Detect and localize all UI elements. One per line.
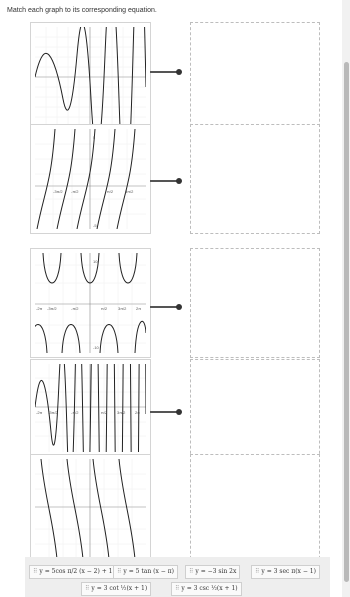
scrollbar-thumb[interactable] — [344, 62, 349, 582]
tick-label: 3π/2 — [118, 306, 127, 311]
equation-bank — [25, 557, 330, 597]
drop-zone[interactable] — [190, 454, 320, 564]
tick-label: 10 — [93, 259, 98, 264]
tick-label: -3π/2 — [48, 410, 58, 415]
equation-chip[interactable] — [81, 582, 151, 596]
tick-label: -10 — [93, 345, 99, 350]
equation-chip[interactable] — [113, 565, 178, 579]
tick-label: 2π — [136, 306, 141, 311]
graph-card — [30, 248, 151, 358]
tick-label: -π/2 — [71, 306, 79, 311]
tick-label: -5 — [93, 223, 97, 228]
drag-grip-icon: ⠿ — [189, 568, 194, 575]
drag-grip-icon: ⠿ — [117, 568, 122, 575]
tick-label: -π/2 — [71, 410, 79, 415]
connector-handle[interactable] — [150, 67, 183, 77]
drag-grip-icon: ⠿ — [33, 568, 38, 575]
graph-3-plot — [35, 253, 146, 353]
drop-zone[interactable] — [190, 124, 320, 234]
graph-card — [30, 124, 151, 234]
scrollbar-track[interactable] — [342, 0, 350, 597]
graph-card — [30, 454, 151, 564]
tick-label: -2π — [36, 306, 43, 311]
connector-handle[interactable] — [150, 176, 183, 186]
instruction-text: Match each graph to its corresponding equation. — [7, 7, 157, 14]
tick-label: -3π/2 — [47, 306, 57, 311]
equation-label: y = 3 csc ½(x + 1) — [181, 585, 238, 592]
tick-label: 3π/2 — [117, 410, 126, 415]
equation-label: y = 5cos π/2 (x − 2) + 1 — [39, 568, 113, 575]
tick-label: 5 — [93, 135, 96, 140]
drag-grip-icon: ⠿ — [175, 585, 180, 592]
drag-grip-icon: ⠿ — [255, 568, 260, 575]
connector-handle[interactable] — [150, 407, 183, 417]
drop-zone[interactable] — [190, 22, 320, 132]
equation-chip[interactable] — [251, 565, 320, 579]
equation-label: y = 3 cot ½(x + 1) — [91, 585, 148, 592]
tick-label: 2π — [135, 410, 140, 415]
tick-label: 3π/2 — [125, 189, 134, 194]
graph-5-plot — [35, 459, 146, 559]
equation-chip[interactable] — [185, 565, 240, 579]
equation-label: y = −3 sin 2x — [195, 568, 237, 575]
tick-label: -π/2 — [71, 189, 79, 194]
drop-zone[interactable] — [190, 359, 320, 469]
drag-grip-icon: ⠿ — [85, 585, 90, 592]
drop-zone[interactable] — [190, 248, 320, 358]
graph-4-plot — [35, 364, 146, 452]
connector-handle[interactable] — [150, 302, 183, 312]
equation-label: y = 3 sec π(x − 1) — [261, 568, 316, 575]
equation-chip[interactable] — [29, 565, 117, 579]
equation-chip[interactable] — [171, 582, 242, 596]
tick-label: π/2 — [101, 306, 108, 311]
graph-card — [30, 359, 151, 469]
graph-1-plot — [35, 27, 146, 127]
graph-2-plot — [35, 129, 146, 229]
graph-card — [30, 22, 151, 132]
tick-label: π/2 — [107, 189, 114, 194]
tick-label: -2π — [36, 410, 43, 415]
equation-label: y = 5 tan (x − π) — [123, 568, 174, 575]
tick-label: -3π/2 — [53, 189, 63, 194]
tick-label: π/2 — [101, 410, 108, 415]
